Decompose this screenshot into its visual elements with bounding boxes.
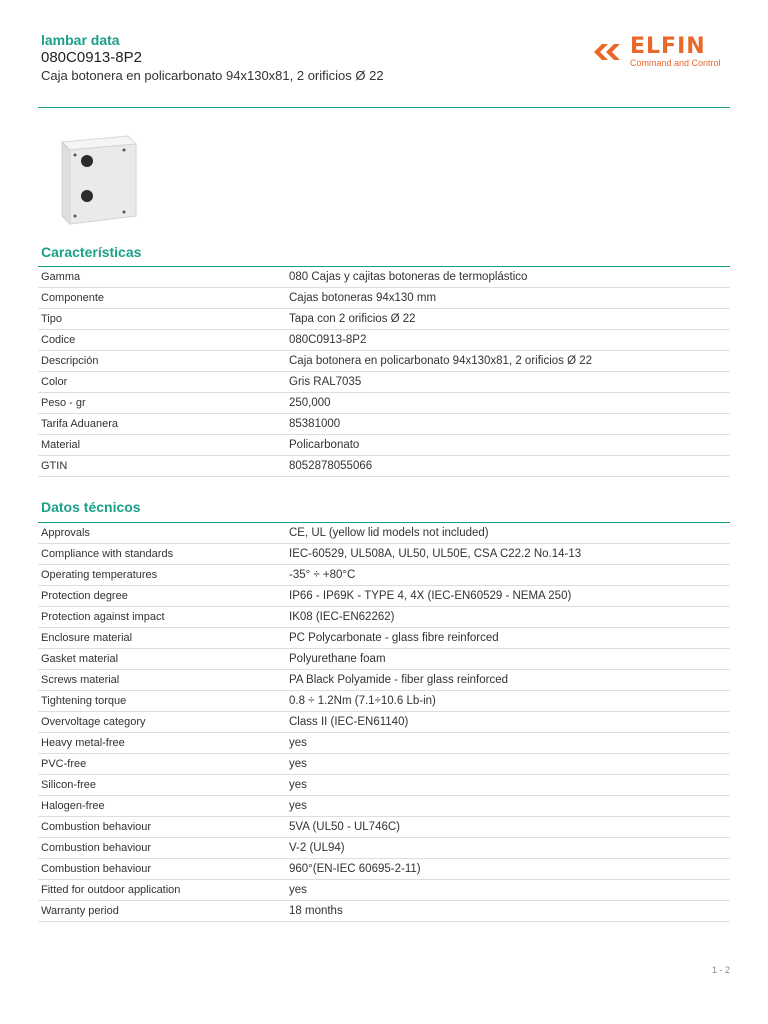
header-divider [38, 107, 730, 108]
spec-key: Compliance with standards [38, 544, 288, 565]
spec-value: Cajas botoneras 94x130 mm [288, 288, 730, 309]
spec-value: Policarbonato [288, 435, 730, 456]
spec-row [38, 733, 730, 754]
datos-tecnicos-table [38, 523, 730, 922]
spec-key: Codice [38, 330, 288, 351]
spec-row [38, 607, 730, 628]
spec-key: Combustion behaviour [38, 838, 288, 859]
spec-key: Material [38, 435, 288, 456]
spec-key: GTIN [38, 456, 288, 477]
spec-key: Descripción [38, 351, 288, 372]
caracteristicas-table [38, 267, 730, 477]
elfin-logo [594, 34, 730, 72]
product-description: Caja botonera en policarbonato 94x130x81, 2 orificios Ø 22 [41, 68, 384, 83]
spec-value: Caja botonera en policarbonato 94x130x81, 2 orificios Ø 22 [288, 351, 730, 372]
spec-row [38, 712, 730, 733]
spec-value: 18 months [288, 901, 730, 922]
spec-row [38, 456, 730, 477]
spec-row [38, 901, 730, 922]
spec-value: Tapa con 2 orificios Ø 22 [288, 309, 730, 330]
spec-key: Tightening torque [38, 691, 288, 712]
spec-value: IP66 - IP69K - TYPE 4, 4X (IEC-EN60529 - NEMA 250) [288, 586, 730, 607]
spec-key: Gasket material [38, 649, 288, 670]
spec-value: 85381000 [288, 414, 730, 435]
spec-value: 0.8 ÷ 1.2Nm (7.1÷10.6 Lb-in) [288, 691, 730, 712]
spec-row [38, 796, 730, 817]
spec-value: Polyurethane foam [288, 649, 730, 670]
spec-key: Warranty period [38, 901, 288, 922]
spec-row [38, 414, 730, 435]
enclosure-box-icon [40, 128, 152, 228]
spec-row [38, 565, 730, 586]
spec-key: Fitted for outdoor application [38, 880, 288, 901]
spec-key: Protection degree [38, 586, 288, 607]
spec-row [38, 288, 730, 309]
spec-value: yes [288, 733, 730, 754]
spec-key: Protection against impact [38, 607, 288, 628]
spec-value: Class II (IEC-EN61140) [288, 712, 730, 733]
spec-row [38, 628, 730, 649]
spec-key: Heavy metal-free [38, 733, 288, 754]
spec-key: Tarifa Aduanera [38, 414, 288, 435]
spec-row [38, 670, 730, 691]
spec-row [38, 267, 730, 288]
spec-row [38, 435, 730, 456]
spec-row [38, 393, 730, 414]
spec-key: Approvals [38, 523, 288, 544]
spec-value: 5VA (UL50 - UL746C) [288, 817, 730, 838]
spec-row [38, 544, 730, 565]
spec-value: IEC-60529, UL508A, UL50, UL50E, CSA C22.2 No.14-13 [288, 544, 730, 565]
page-number: 1 - 2 [711, 965, 730, 975]
spec-key: Combustion behaviour [38, 817, 288, 838]
spec-row [38, 330, 730, 351]
spec-row [38, 754, 730, 775]
spec-row [38, 817, 730, 838]
section-title-datos-tecnicos: Datos técnicos [41, 499, 141, 515]
spec-row [38, 372, 730, 393]
spec-key: Silicon-free [38, 775, 288, 796]
logo-mark-icon [594, 42, 626, 62]
spec-key: Peso - gr [38, 393, 288, 414]
spec-key: Componente [38, 288, 288, 309]
spec-key: Halogen-free [38, 796, 288, 817]
spec-value: 080 Cajas y cajitas botoneras de termoplástico [288, 267, 730, 288]
logo-wordmark: ELFIN [630, 34, 706, 59]
spec-value: yes [288, 796, 730, 817]
spec-value: yes [288, 754, 730, 775]
product-code: 080C0913-8P2 [41, 49, 142, 66]
spec-key: PVC-free [38, 754, 288, 775]
spec-value: yes [288, 880, 730, 901]
spec-key: Tipo [38, 309, 288, 330]
spec-key: Screws material [38, 670, 288, 691]
spec-row [38, 880, 730, 901]
spec-row [38, 523, 730, 544]
spec-key: Enclosure material [38, 628, 288, 649]
spec-value: CE, UL (yellow lid models not included) [288, 523, 730, 544]
spec-row [38, 586, 730, 607]
spec-value: V-2 (UL94) [288, 838, 730, 859]
spec-value: PC Polycarbonate - glass fibre reinforced [288, 628, 730, 649]
spec-value: 250,000 [288, 393, 730, 414]
spec-key: Color [38, 372, 288, 393]
spec-key: Gamma [38, 267, 288, 288]
spec-value: -35° ÷ +80°C [288, 565, 730, 586]
spec-row [38, 309, 730, 330]
spec-row [38, 351, 730, 372]
spec-row [38, 691, 730, 712]
spec-value: yes [288, 775, 730, 796]
spec-key: Overvoltage category [38, 712, 288, 733]
spec-key: Operating temperatures [38, 565, 288, 586]
spec-key: Combustion behaviour [38, 859, 288, 880]
logo-tagline: Command and Control [630, 58, 721, 68]
spec-value: PA Black Polyamide - fiber glass reinforced [288, 670, 730, 691]
spec-value: IK08 (IEC-EN62262) [288, 607, 730, 628]
spec-row [38, 775, 730, 796]
spec-value: Gris RAL7035 [288, 372, 730, 393]
spec-row [38, 649, 730, 670]
spec-value: 080C0913-8P2 [288, 330, 730, 351]
spec-value: 960°(EN-IEC 60695-2-11) [288, 859, 730, 880]
spec-row [38, 838, 730, 859]
brand-name: lambar data [41, 32, 120, 48]
spec-row [38, 859, 730, 880]
section-title-caracteristicas: Características [41, 244, 142, 260]
spec-value: 8052878055066 [288, 456, 730, 477]
